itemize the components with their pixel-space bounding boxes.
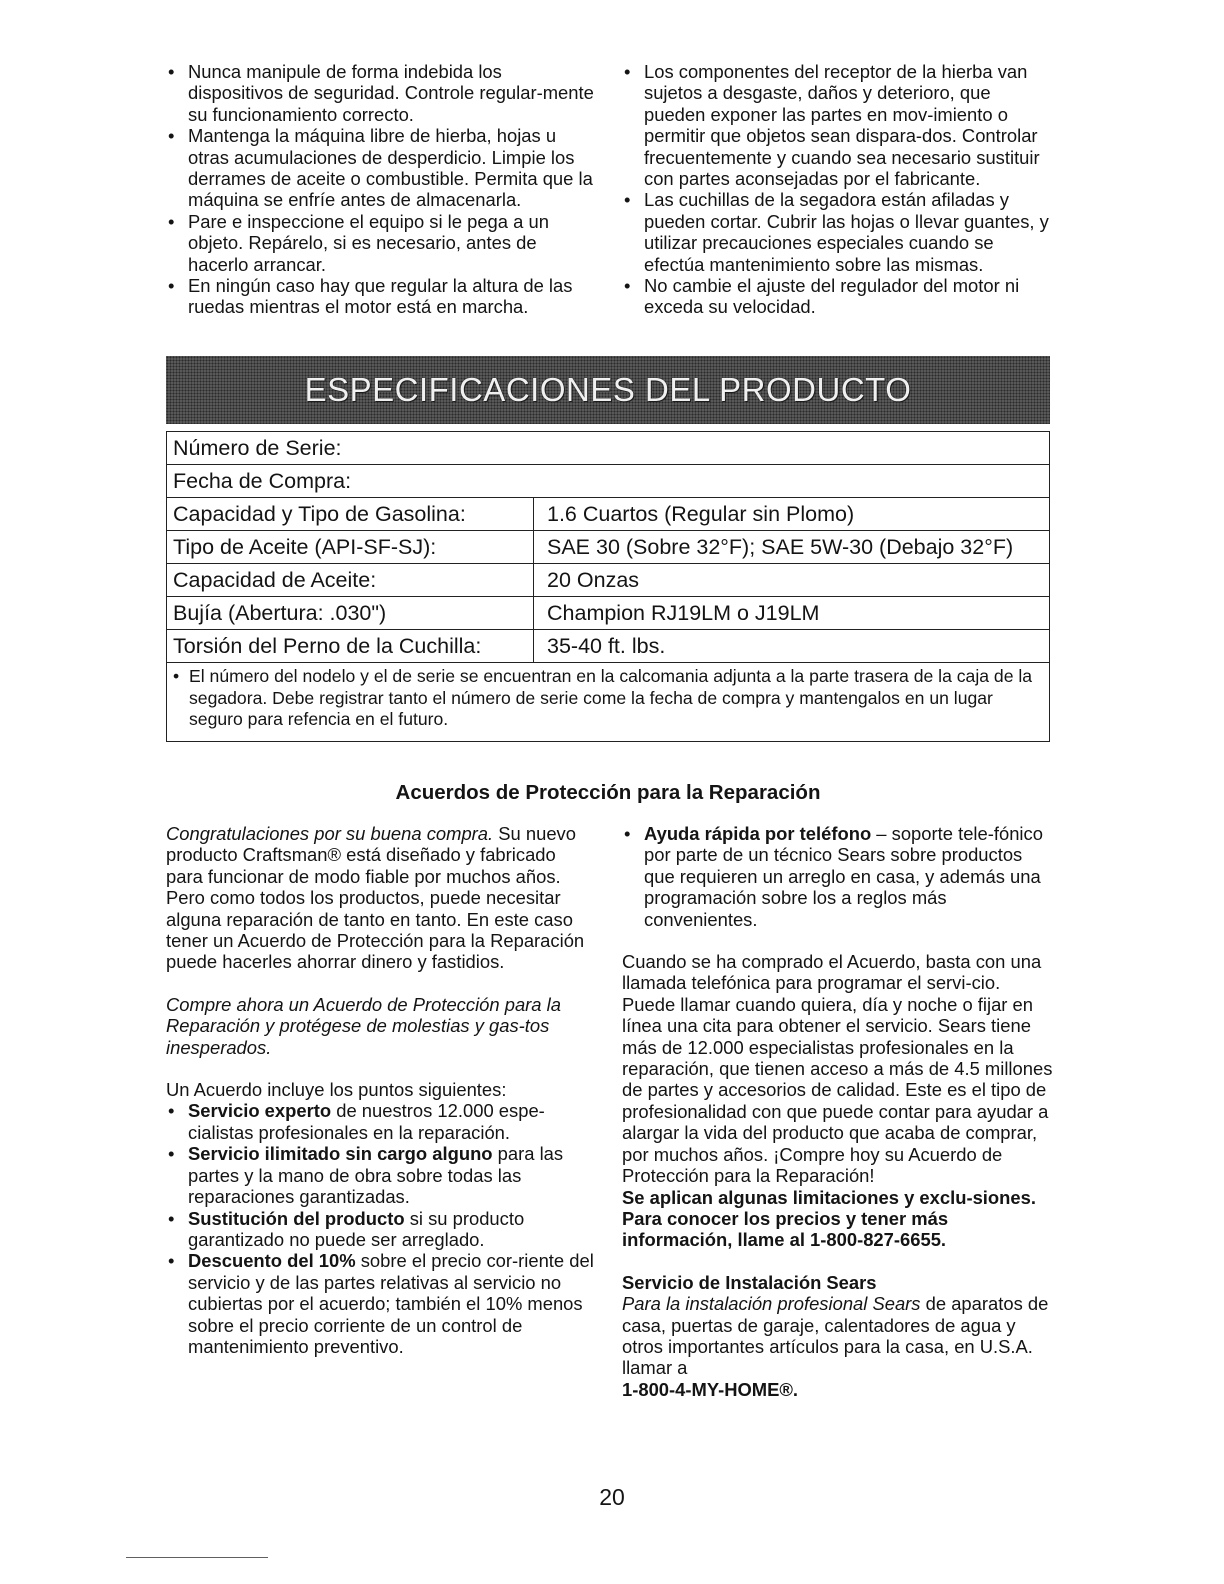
- spec-value: 1.6 Cuartos (Regular sin Plomo): [534, 498, 1050, 531]
- spec-value: SAE 30 (Sobre 32°F); SAE 5W-30 (Debajo 32°F): [534, 531, 1050, 564]
- install-phone: 1-800-4-MY-HOME®.: [622, 1378, 799, 1400]
- repair-items-list: [166, 1100, 596, 1357]
- list-item: [622, 823, 1054, 930]
- specs-note: [166, 662, 1050, 742]
- item-bold: Descuento del 10%: [188, 1250, 356, 1272]
- spec-label: Capacidad de Aceite:: [167, 564, 534, 597]
- list-item: [166, 1143, 596, 1207]
- repair-cta: [166, 994, 596, 1058]
- repair-intro-text: Su nuevo producto Craftsman® está diseñado y fabricado para funcionar de modo fiable por muchos años. Pero como todos los productos, puede necesitar alguna reparación de tanto en tanto. En este caso tener un Acuerdo de Protección para la Reparación puede hacerles ahorrar dinero y fastidios.: [166, 823, 585, 973]
- table-row: [167, 465, 1050, 498]
- purchase-text: Cuando se ha comprado el Acuerdo, basta con una llamada telefónica para programar el servi-cio. Puede llamar cuando quiera, día y noche o fijar en línea una cita para obtener el servicio. Sears tiene más de 12.000 especialistas profesionales en la reparación, que tienen acceso a más de 4.5 millones de partes y accesorios de calidad. Este es el tipo de profesionalidad con que puede contar para ayudar a alargar la vida del producto que acaba de comprar, por muchos años. ¡Compre hoy su Acuerdo de Protección para la Reparación!: [622, 951, 1053, 1187]
- top-right-column: [622, 61, 1054, 318]
- limits-bold: Se aplican algunas limitaciones y exclu-siones. Para conocer los precios y tener más información, llame al 1-800-827-6655.: [622, 1186, 1036, 1251]
- table-row: [167, 597, 1050, 630]
- install-rest: de aparatos de casa, puertas de garaje, calentadores de agua y otros importantes artículos para la casa, en U.S.A. llamar a: [622, 1293, 1049, 1379]
- spec-label: Bujía (Abertura: .030"): [167, 597, 534, 630]
- list-item: [166, 1208, 596, 1251]
- top-left-column: [166, 61, 596, 318]
- item-bold: Servicio ilimitado sin cargo alguno: [188, 1143, 493, 1165]
- spec-label: Fecha de Compra:: [167, 465, 1050, 498]
- repair-heading: Acuerdos de Protección para la Reparación: [395, 781, 821, 804]
- repair-includes: Un Acuerdo incluye los puntos siguientes:: [166, 1079, 507, 1101]
- spec-label: Número de Serie:: [167, 432, 1050, 465]
- repair-right-column: [622, 823, 1054, 1400]
- repair-intro-italic: Congratulaciones por su buena compra.: [166, 823, 494, 844]
- list-item: • Las cuchillas de la segadora están afiladas y pueden cortar. Cubrir las hojas o llevar guantes, y utilizar precauciones especiales cuando se efectúa mantenimiento sobre las mismas.: [622, 189, 1054, 275]
- footer-rule: [126, 1557, 268, 1558]
- item-text: sobre el precio cor-riente del servicio y de las partes relativas al servicio no cubiertas por el acuerdo; también el 10% menos sobre el precio corriente de un control de mantenimiento preventivo.: [188, 1250, 594, 1357]
- item-text: de nuestros 12.000 espe-cialistas profesionales en la reparación.: [188, 1100, 545, 1143]
- item-bold: Sustitución del producto: [188, 1207, 405, 1229]
- repair-left-column: [166, 823, 596, 1357]
- specs-note-text: • El número del nodelo y el de serie se encuentran en la calcomania adjunta a la parte trasera de la caja de la segadora. Debe registrar tanto el número de serie come la fecha de compra y mantengalos en un lugar seguro para refencia en el futuro.: [173, 666, 1039, 731]
- spec-label: Tipo de Aceite (API-SF-SJ):: [167, 531, 534, 564]
- table-row: [167, 432, 1050, 465]
- item-bold: Servicio experto: [188, 1100, 332, 1122]
- specs-banner: [166, 356, 1050, 424]
- install-italic: Para la instalación profesional Sears: [622, 1293, 921, 1315]
- table-row: [167, 630, 1050, 663]
- item-bold: Ayuda rápida por teléfono: [644, 823, 872, 844]
- item-text: si su producto garantizado no puede ser arreglado.: [188, 1207, 525, 1250]
- item-text: – soporte tele-fónico por parte de un técnico Sears sobre productos que requieren un arreglo en casa, y además una programación sobre los a reglos más convenientes.: [644, 823, 1043, 930]
- repair-intro: [166, 823, 596, 973]
- list-item: • Pare e inspeccione el equipo si le pega a un objeto. Repárelo, si es necesario, antes de hacerlo arrancar.: [166, 211, 596, 275]
- specs-table: [166, 431, 1050, 663]
- list-item: [166, 1250, 596, 1357]
- page-number: 20: [599, 1484, 625, 1510]
- table-row: [167, 564, 1050, 597]
- list-item: • Los componentes del receptor de la hierba van sujetos a desgaste, daños y deterioro, que pueden exponer las partes en mov-imiento o permitir que objetos sean dispara-dos. Controlar frecuentemente y cuando sea necesario sustituir con partes aconsejadas por el fabricante.: [622, 61, 1054, 189]
- list-item: [166, 1100, 596, 1143]
- specs-title: ESPECIFICACIONES DEL PRODUCTO: [304, 371, 912, 408]
- spec-label: Torsión del Perno de la Cuchilla:: [167, 630, 534, 663]
- spec-label: Capacidad y Tipo de Gasolina:: [167, 498, 534, 531]
- spec-value: 35-40 ft. lbs.: [534, 630, 1050, 663]
- list-item: • Mantenga la máquina libre de hierba, hojas u otras acumulaciones de desperdicio. Limpie los derrames de aceite o combustible. Permita que la máquina se enfríe antes de almacenarla.: [166, 125, 596, 211]
- limits-text: [622, 1187, 1054, 1251]
- list-item: • En ningún caso hay que regular la altura de las ruedas mientras el motor está en marcha.: [166, 275, 596, 318]
- install-heading-bold: Servicio de Instalación Sears: [622, 1271, 877, 1293]
- list-item: • No cambie el ajuste del regulador del motor ni exceda su velocidad.: [622, 275, 1054, 318]
- list-item: • Nunca manipule de forma indebida los dispositivos de seguridad. Controle regular-mente su funcionamiento correcto.: [166, 61, 596, 125]
- table-row: [167, 531, 1050, 564]
- install-heading: [622, 1272, 1054, 1293]
- item-text: para las partes y la mano de obra sobre todas las reparaciones garantizadas.: [188, 1143, 564, 1208]
- spec-value: 20 Onzas: [534, 564, 1050, 597]
- spec-value: Champion RJ19LM o J19LM: [534, 597, 1050, 630]
- table-row: [167, 498, 1050, 531]
- install-text: [622, 1293, 1054, 1400]
- repair-cta-italic: Compre ahora un Acuerdo de Protección para la Reparación y protégese de molestias y gas-tos inesperados.: [166, 993, 561, 1058]
